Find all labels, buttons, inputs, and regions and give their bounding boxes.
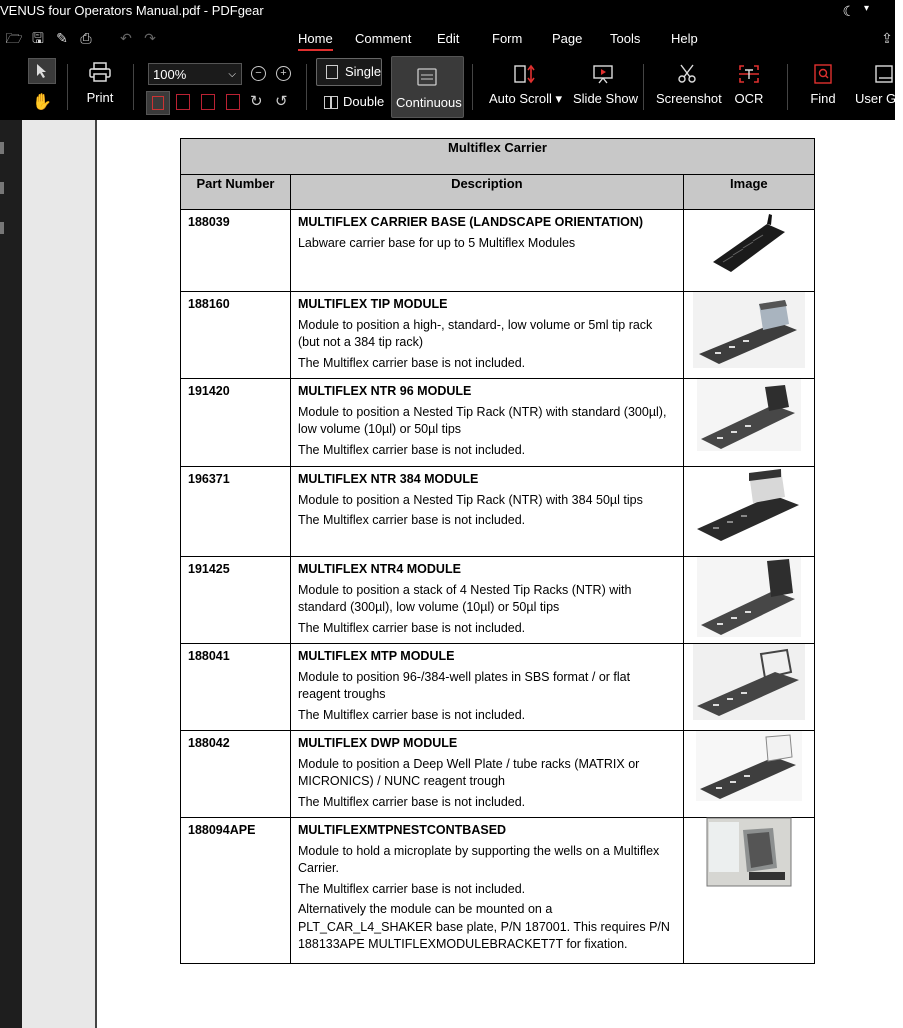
screenshot-label: Screenshot <box>656 91 722 106</box>
table-header-row <box>181 175 815 210</box>
item-line: Module to position a Nested Tip Rack (NTR) with standard (300µl), low volume (10µl) or 50µl tips <box>297 404 667 436</box>
header-image: Image <box>683 175 814 210</box>
open-folder-icon[interactable]: 🗁 <box>5 30 23 46</box>
item-line: The Multiflex carrier base is not included. <box>297 513 526 527</box>
ntr96-module-image <box>697 379 801 451</box>
document-background <box>22 120 95 1028</box>
zoom-select[interactable] <box>148 63 242 85</box>
book-icon <box>873 64 897 84</box>
zoom-in-icon[interactable]: + <box>276 66 291 81</box>
ribbon <box>0 54 903 120</box>
separator <box>133 64 134 110</box>
find-label: Find <box>810 91 836 106</box>
multiflex-carrier-table <box>180 138 815 964</box>
double-page-icon <box>324 96 331 109</box>
select-tool-button[interactable] <box>28 58 56 84</box>
single-page-button[interactable] <box>316 58 382 86</box>
item-line: The Multiflex carrier base is not included. <box>297 707 526 722</box>
item-title: MULTIFLEX CARRIER BASE (LANDSCAPE ORIENTATION) <box>297 215 644 229</box>
item-line: The Multiflex carrier base is not included. <box>297 881 526 896</box>
zoom-out-icon[interactable]: − <box>251 66 266 81</box>
dwp-module-image <box>696 731 802 801</box>
user-guide-button[interactable] <box>855 64 903 106</box>
continuous-icon <box>416 67 438 87</box>
ocr-button[interactable] <box>734 64 764 106</box>
item-line: Module to hold a microplate by supporting the wells on a Multiflex Carrier. <box>297 843 660 875</box>
item-line: Module to position a high-, standard-, low volume or 5ml tip rack (but not a 384 tip rack) <box>297 317 653 349</box>
description <box>290 731 683 818</box>
description <box>290 292 683 379</box>
part-number: 191420 <box>181 379 291 467</box>
table-row <box>181 292 815 379</box>
product-image <box>683 818 814 964</box>
menu-comment[interactable]: Comment <box>355 31 412 46</box>
part-number: 188039 <box>181 210 291 292</box>
product-image <box>683 557 814 644</box>
ntr384-module-image <box>693 467 805 545</box>
user-guide-label: User Gu <box>855 91 903 106</box>
rotate-cw-icon[interactable]: ↻ <box>250 93 263 110</box>
print-label: Print <box>86 90 114 105</box>
item-title: MULTIFLEXMTPNESTCONTBASED <box>297 823 507 837</box>
table-row <box>181 731 815 818</box>
part-number: 191425 <box>181 557 291 644</box>
item-line: The Multiflex carrier base is not included. <box>297 794 526 809</box>
part-number: 188160 <box>181 292 291 379</box>
save-icon[interactable]: 🖫 <box>32 30 44 46</box>
rotate-ccw-icon[interactable]: ↺ <box>275 93 288 110</box>
slide-show-icon <box>591 64 615 84</box>
product-image <box>683 292 814 379</box>
description <box>290 644 683 731</box>
fit-page-button[interactable] <box>146 91 170 115</box>
find-icon <box>811 64 835 84</box>
zoom-value: 100% <box>153 67 187 82</box>
fit-visible-icon[interactable] <box>226 94 240 110</box>
mtp-module-image <box>693 644 805 720</box>
item-title: MULTIFLEX NTR 96 MODULE <box>297 384 472 398</box>
header-part-number: Part Number <box>181 175 291 210</box>
description <box>290 557 683 644</box>
find-button[interactable] <box>808 64 838 106</box>
slide-show-button[interactable] <box>573 64 639 106</box>
window-title: VENUS four Operators Manual.pdf - PDFgear <box>0 3 264 18</box>
table-row <box>181 467 815 557</box>
double-label: Double <box>343 94 385 109</box>
save-as-icon[interactable]: ✎ <box>56 30 68 46</box>
print-button[interactable] <box>82 62 118 105</box>
separator <box>787 64 788 110</box>
table-row <box>181 210 815 292</box>
item-line: The Multiflex carrier base is not included. <box>297 620 526 635</box>
bookmark-panel-icon[interactable] <box>0 142 4 154</box>
product-image <box>683 644 814 731</box>
hand-tool-icon[interactable]: ✋ <box>32 94 52 111</box>
actual-size-icon[interactable] <box>201 94 215 110</box>
nest-module-photo <box>707 818 791 886</box>
menu-page[interactable]: Page <box>552 31 583 46</box>
continuous-label: Continuous <box>396 95 462 110</box>
auto-scroll-button[interactable] <box>489 64 563 107</box>
item-title: MULTIFLEX NTR 384 MODULE <box>297 472 479 486</box>
scissors-icon <box>675 64 699 84</box>
redo-icon[interactable]: ↷ <box>144 30 156 46</box>
ocr-label: OCR <box>734 91 764 106</box>
table-row <box>181 379 815 467</box>
single-label: Single <box>345 64 382 79</box>
part-number: 188041 <box>181 644 291 731</box>
tip-module-image <box>693 292 805 368</box>
slide-show-label: Slide Show <box>573 91 639 106</box>
table-row <box>181 818 815 964</box>
screenshot-button[interactable] <box>656 64 722 106</box>
share-icon[interactable]: ⇪ <box>881 30 893 46</box>
title-bar <box>0 0 895 24</box>
item-title: MULTIFLEX MTP MODULE <box>297 649 455 663</box>
product-image <box>683 731 814 818</box>
header-description: Description <box>290 175 683 210</box>
continuous-button[interactable] <box>391 56 464 118</box>
auto-scroll-icon <box>512 64 536 84</box>
description <box>290 467 683 557</box>
menu-help[interactable]: Help <box>671 31 698 46</box>
fit-page-icon <box>152 96 164 110</box>
table-caption-row <box>181 139 815 175</box>
description <box>290 210 683 292</box>
part-number: 196371 <box>181 467 291 557</box>
printer-icon <box>89 62 111 82</box>
separator <box>643 64 644 110</box>
table-row <box>181 557 815 644</box>
menu-tools[interactable]: Tools <box>610 31 641 46</box>
item-title: MULTIFLEX TIP MODULE <box>297 297 448 311</box>
item-line: Labware carrier base for up to 5 Multiflex Modules <box>297 235 576 250</box>
double-page-icon-right <box>331 96 338 109</box>
description <box>290 379 683 467</box>
product-image <box>683 467 814 557</box>
item-line: Module to position 96-/384-well plates in SBS format / or flat reagent troughs <box>297 669 631 701</box>
separator <box>472 64 473 110</box>
part-number: 188094APE <box>181 818 291 964</box>
item-line: The Multiflex carrier base is not included. <box>297 355 526 370</box>
double-page-button[interactable] <box>324 94 384 109</box>
ntr4-module-image <box>697 557 801 637</box>
item-title: MULTIFLEX NTR4 MODULE <box>297 562 461 576</box>
theme-moon-icon[interactable]: ☾ <box>842 3 855 19</box>
menu-bar <box>0 24 895 54</box>
item-title: MULTIFLEX DWP MODULE <box>297 736 458 750</box>
description <box>290 818 683 964</box>
product-image <box>683 379 814 467</box>
chevron-down-icon: ⌵ <box>228 69 236 80</box>
separator <box>306 64 307 110</box>
auto-scroll-text: Auto Scroll <box>489 91 552 106</box>
cursor-arrow-icon <box>36 63 48 79</box>
item-line: The Multiflex carrier base is not included. <box>297 442 526 457</box>
undo-icon[interactable]: ↶ <box>120 30 132 46</box>
table-caption: Multiflex Carrier <box>181 139 815 175</box>
theme-dropdown-icon[interactable]: ▾ <box>863 3 869 14</box>
side-panel-bar <box>0 120 22 1028</box>
fit-width-icon[interactable] <box>176 94 190 110</box>
thumbnail-panel-icon[interactable] <box>0 182 4 194</box>
print-quick-icon[interactable]: ⎙ <box>80 30 92 46</box>
menu-home[interactable]: Home <box>298 31 333 51</box>
product-image <box>683 210 814 292</box>
item-line: Module to position a Nested Tip Rack (NTR) with 384 50µl tips <box>297 492 643 507</box>
single-page-icon <box>326 65 338 79</box>
ocr-icon <box>737 64 761 84</box>
table-row <box>181 644 815 731</box>
item-line: Module to position a stack of 4 Nested Tip Racks (NTR) with standard (300µl), low volume (10µl) or 50µl tips <box>297 582 632 614</box>
carrier-base-image <box>709 210 789 276</box>
item-line: Module to position a Deep Well Plate / tube racks (MATRIX or MICRONICS) / NUNC reagent trough <box>297 756 640 788</box>
auto-scroll-label: Auto Scroll ▾ <box>489 91 563 106</box>
item-line: Alternatively the module can be mounted on a PLT_CAR_L4_SHAKER base plate, P/N 187001. This requires P/N 188133APE MULTIFLEXMODULEBRACKET7T for fixation. <box>297 902 670 951</box>
separator <box>67 64 68 110</box>
part-number: 188042 <box>181 731 291 818</box>
menu-edit[interactable]: Edit <box>437 31 460 46</box>
attachment-panel-icon[interactable] <box>0 222 4 234</box>
menu-form[interactable]: Form <box>492 31 523 46</box>
